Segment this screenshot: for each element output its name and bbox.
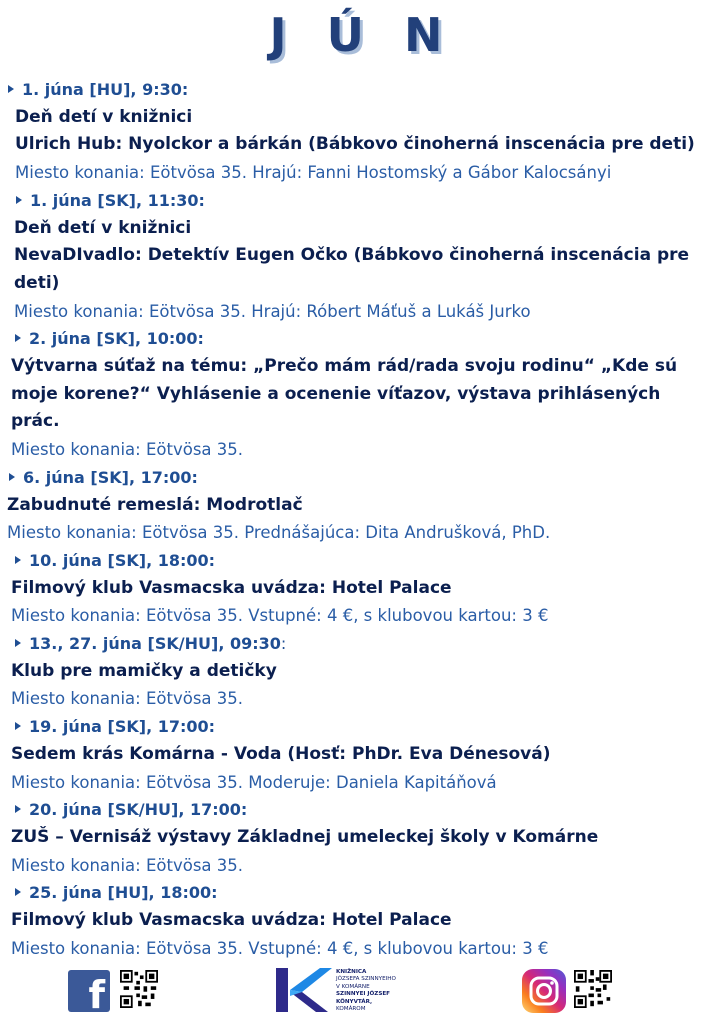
event-date: 2. júna [SK], 10:00: — [15, 325, 724, 353]
event-place: Miesto konania: Eötvösa 35. Vstupné: 4 €, s klubovou kartou: 3 € — [11, 938, 549, 958]
event-date: 13., 27. júna [SK/HU], 09:30: — [15, 630, 724, 658]
bullet-triangle-icon — [15, 639, 21, 647]
event-place: Miesto konania: Eötvösa 35. Prednášajúca: Dita Andrušková, PhD. — [7, 523, 551, 543]
event-item — [11, 713, 724, 796]
event-place: Miesto konania: Eötvösa 35. Moderuje: Daniela Kapitáňová — [11, 772, 497, 792]
event-title: Výtvarna súťaž na tému: „Prečo mám rád/rada svoju rodinu“ „Kde sú moje korene?“ Vyhlásenie a ocenenie víťazov, výstava prihlásených prác. — [11, 356, 678, 432]
event-title: ZUŠ – Vernisáž výstavy Základnej umeleckej školy v Komárne — [11, 826, 599, 847]
event-item — [8, 76, 724, 187]
bullet-triangle-icon — [15, 556, 21, 564]
event-item — [11, 796, 724, 879]
event-item — [11, 325, 724, 464]
event-date: 1. júna [HU], 9:30: — [8, 76, 724, 104]
event-title: Filmový klub Vasmacska uvádza: Hotel Palace — [11, 910, 452, 931]
event-item — [7, 464, 724, 547]
bullet-triangle-icon — [9, 473, 15, 481]
bullet-triangle-icon — [15, 888, 21, 896]
bullet-triangle-icon — [15, 334, 21, 342]
event-item — [16, 187, 724, 326]
event-title: Zabudnuté remeslá: Modrotlač — [7, 494, 303, 515]
event-item — [11, 630, 724, 713]
event-title: Filmový klub Vasmacska uvádza: Hotel Palace — [11, 577, 452, 598]
bullet-triangle-icon — [16, 196, 22, 204]
event-title: Deň detí v knižnici — [14, 217, 192, 238]
event-title: Deň detí v knižnici — [15, 106, 193, 127]
event-date: 19. júna [SK], 17:00: — [15, 713, 724, 741]
event-title: Sedem krás Komárna - Voda (Hosť: PhDr. Eva Dénesová) — [11, 743, 551, 764]
event-date: 6. júna [SK], 17:00: — [9, 464, 724, 492]
event-item — [11, 547, 724, 630]
bullet-triangle-icon — [15, 805, 21, 813]
event-item — [11, 879, 724, 962]
event-date: 25. júna [HU], 18:00: — [15, 879, 724, 907]
event-place: Miesto konania: Eötvösa 35. Vstupné: 4 €, s klubovou kartou: 3 € — [11, 606, 549, 626]
event-place: Miesto konania: Eötvösa 35. Hrajú: Fanni Hostomský a Gábor Kalocsányi — [15, 163, 612, 183]
page-title: J Ú N — [269, 8, 455, 62]
instagram-qr-code-icon — [574, 970, 612, 1008]
event-title: Ulrich Hub: Nyolckor a bárkán (Bábkovo činoherná inscenácia pre deti) — [15, 134, 695, 155]
bullet-triangle-icon — [8, 85, 14, 93]
footer — [0, 964, 724, 1020]
instagram-icon[interactable] — [522, 969, 566, 1013]
event-place: Miesto konania: Eötvösa 35. Hrajú: Róbert Máťuš a Lukáš Jurko — [14, 301, 531, 321]
library-logo-icon — [276, 966, 332, 1014]
bullet-triangle-icon — [15, 722, 21, 730]
event-title: Klub pre mamičky a detičky — [11, 660, 277, 681]
library-logo-text: KNIŽNICA JÓZSEFA SZINNYEIHO V KOMÁRNE SZINNYEI JÓZSEF KÖNYVTÁR, KOMÁROM — [336, 969, 396, 1013]
event-place: Miesto konania: Eötvösa 35. — [11, 689, 244, 709]
event-list — [0, 76, 724, 963]
event-date: 10. júna [SK], 18:00: — [15, 547, 724, 575]
event-place: Miesto konania: Eötvösa 35. — [11, 440, 244, 460]
facebook-qr-code-icon — [120, 970, 158, 1008]
event-title: NevaDIvadlo: Detektív Eugen Očko (Bábkovo činoherná inscenácia pre deti) — [14, 245, 690, 293]
event-date: 1. júna [SK], 11:30: — [16, 187, 724, 215]
event-place: Miesto konania: Eötvösa 35. — [11, 855, 244, 875]
event-date: 20. júna [SK/HU], 17:00: — [15, 796, 724, 824]
facebook-icon[interactable]: f — [68, 970, 110, 1012]
